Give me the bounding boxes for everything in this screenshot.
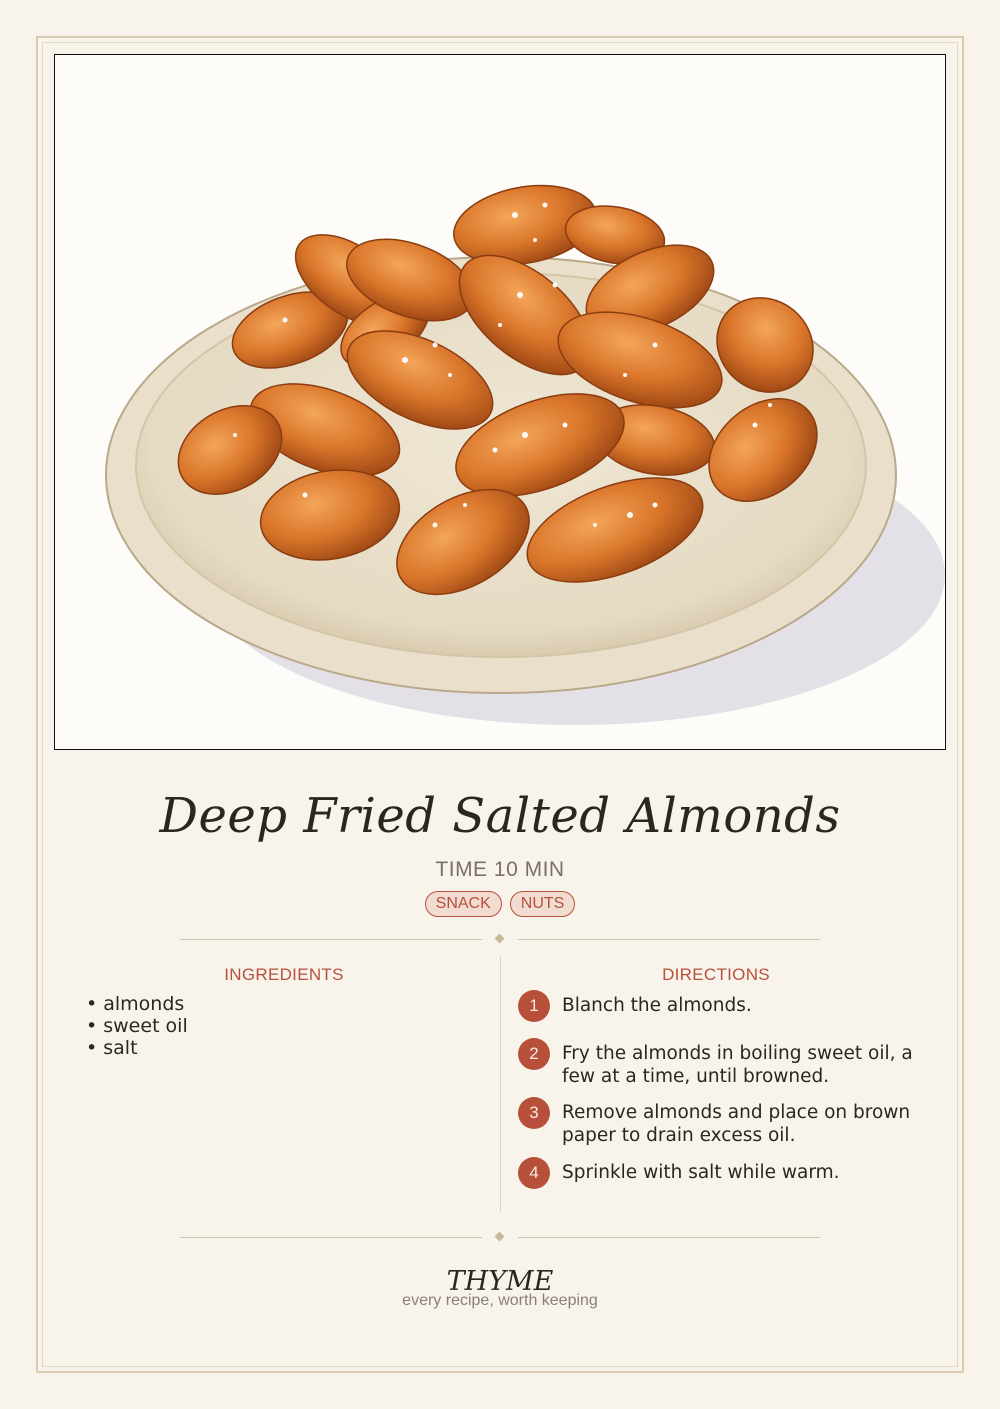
step-number-badge: 1 [518,990,550,1022]
ingredient-item: • salt [86,1037,138,1059]
diamond-icon [495,1232,505,1242]
recipe-title: Deep Fried Salted Almonds [159,788,841,844]
tag-snack[interactable]: SNACK [425,891,502,917]
ingredients-list [86,993,188,1059]
step-text: Blanch the almonds. [562,995,752,1016]
step-number-badge: 3 [518,1097,550,1129]
step-number-badge: 4 [518,1157,550,1189]
tag-nuts[interactable]: NUTS [510,891,576,917]
ingredient-item: • sweet oil [86,1015,188,1037]
brand-tagline: every recipe, worth keeping [402,1292,598,1309]
directions-heading: DIRECTIONS [662,965,770,984]
diamond-icon [495,934,505,944]
step-text: Fry the almonds in boiling sweet oil, a few at a time, until browned. [562,1043,913,1087]
brand-name: THYME [446,1266,554,1297]
almonds-plate-illustration [55,55,945,749]
cook-time: TIME 10 MIN [435,858,565,881]
step-text: Sprinkle with salt while warm. [562,1162,840,1183]
recipe-photo [54,54,946,750]
section-divider-top [180,935,820,945]
ingredients-heading: INGREDIENTS [224,965,344,984]
section-divider-bottom [180,1233,820,1243]
step-number-badge: 2 [518,1038,550,1070]
ingredient-item: • almonds [86,993,185,1015]
tag-list [0,891,1000,917]
column-separator [500,956,501,1212]
step-text: Remove almonds and place on brown paper to drain excess oil. [562,1102,911,1146]
